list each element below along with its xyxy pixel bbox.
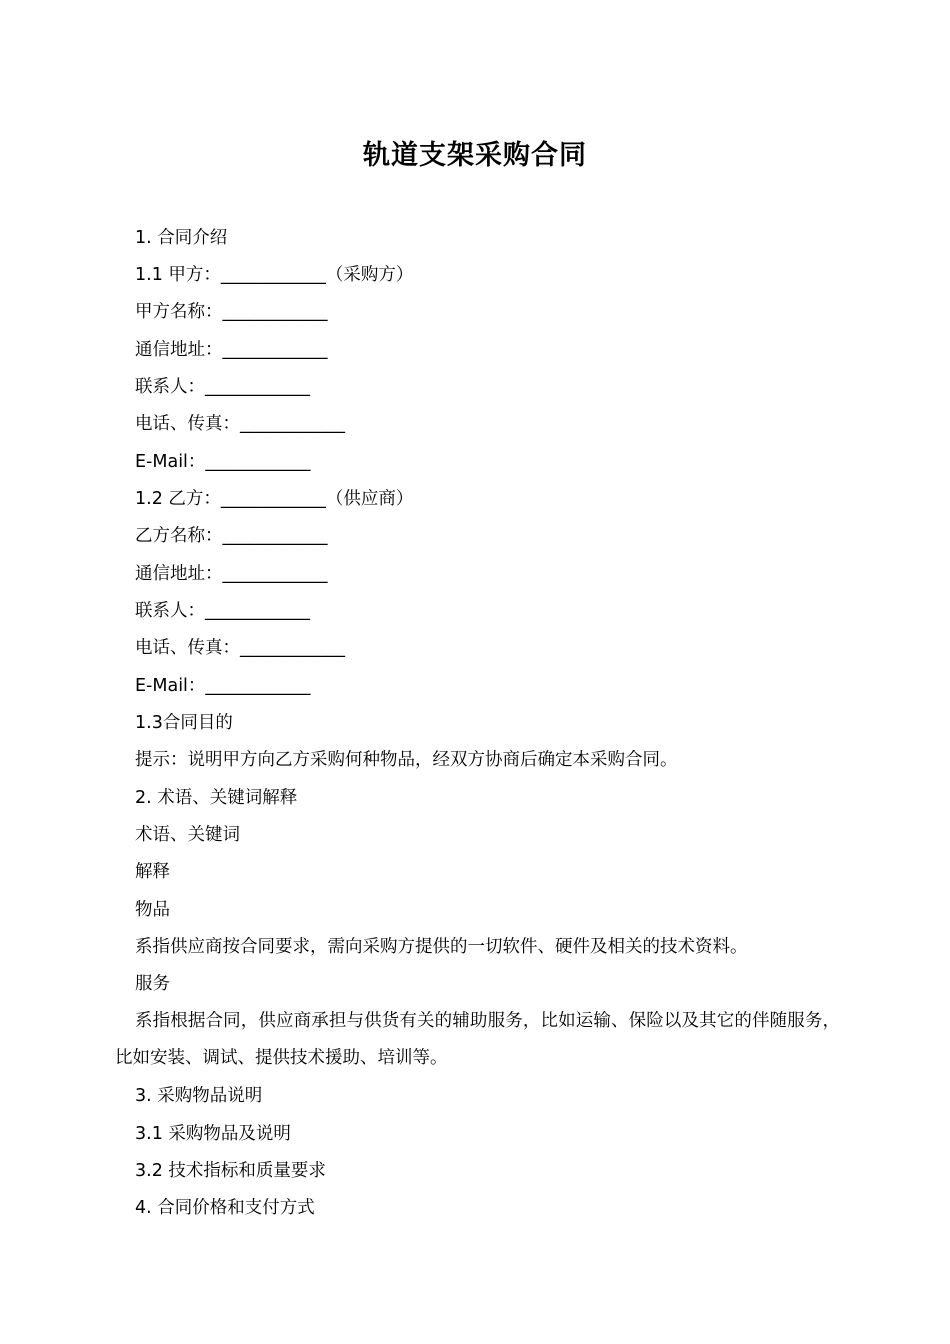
party-b-contact-field: 联系人：____________ bbox=[135, 601, 310, 621]
party-a-phone-fax-field: 电话、传真：____________ bbox=[135, 414, 345, 434]
section-1-heading: 1. 合同介绍 bbox=[135, 228, 228, 248]
terms-keywords-label: 术语、关键词 bbox=[135, 825, 240, 845]
party-b-heading: 1.2 乙方：____________（供应商） bbox=[135, 489, 414, 509]
services-term: 服务 bbox=[135, 974, 170, 994]
party-b-address-field: 通信地址：____________ bbox=[135, 564, 328, 584]
section-3-2-heading: 3.2 技术指标和质量要求 bbox=[135, 1161, 326, 1181]
party-b-name-field: 乙方名称：____________ bbox=[135, 526, 328, 546]
section-4-heading: 4. 合同价格和支付方式 bbox=[135, 1198, 315, 1218]
explanation-label: 解释 bbox=[135, 862, 170, 882]
party-b-email-field: E-Mail：____________ bbox=[135, 676, 311, 696]
party-a-address-field: 通信地址：____________ bbox=[135, 340, 328, 360]
party-b-phone-fax-field: 电话、传真：____________ bbox=[135, 638, 345, 658]
party-a-name-field: 甲方名称：____________ bbox=[135, 302, 328, 322]
services-definition: 系指根据合同，供应商承担与供货有关的辅助服务，比如运输、保险以及其它的伴随服务，比如安装、调试、提供技术援助、培训等。 bbox=[115, 1011, 840, 1068]
section-2-heading: 2. 术语、关键词解释 bbox=[135, 788, 298, 808]
party-a-email-field: E-Mail：____________ bbox=[135, 452, 311, 472]
contract-purpose-hint: 提示：说明甲方向乙方采购何种物品，经双方协商后确定本采购合同。 bbox=[135, 750, 678, 770]
section-3-heading: 3. 采购物品说明 bbox=[135, 1086, 263, 1106]
section-3-1-heading: 3.1 采购物品及说明 bbox=[135, 1124, 291, 1144]
document-title: 轨道支架采购合同 bbox=[363, 140, 587, 171]
goods-term: 物品 bbox=[135, 900, 170, 920]
contract-purpose-heading: 1.3合同目的 bbox=[135, 713, 233, 733]
party-a-heading: 1.1 甲方：____________（采购方） bbox=[135, 265, 414, 285]
goods-definition: 系指供应商按合同要求，需向采购方提供的一切软件、硬件及相关的技术资料。 bbox=[135, 937, 748, 957]
party-a-contact-field: 联系人：____________ bbox=[135, 377, 310, 397]
